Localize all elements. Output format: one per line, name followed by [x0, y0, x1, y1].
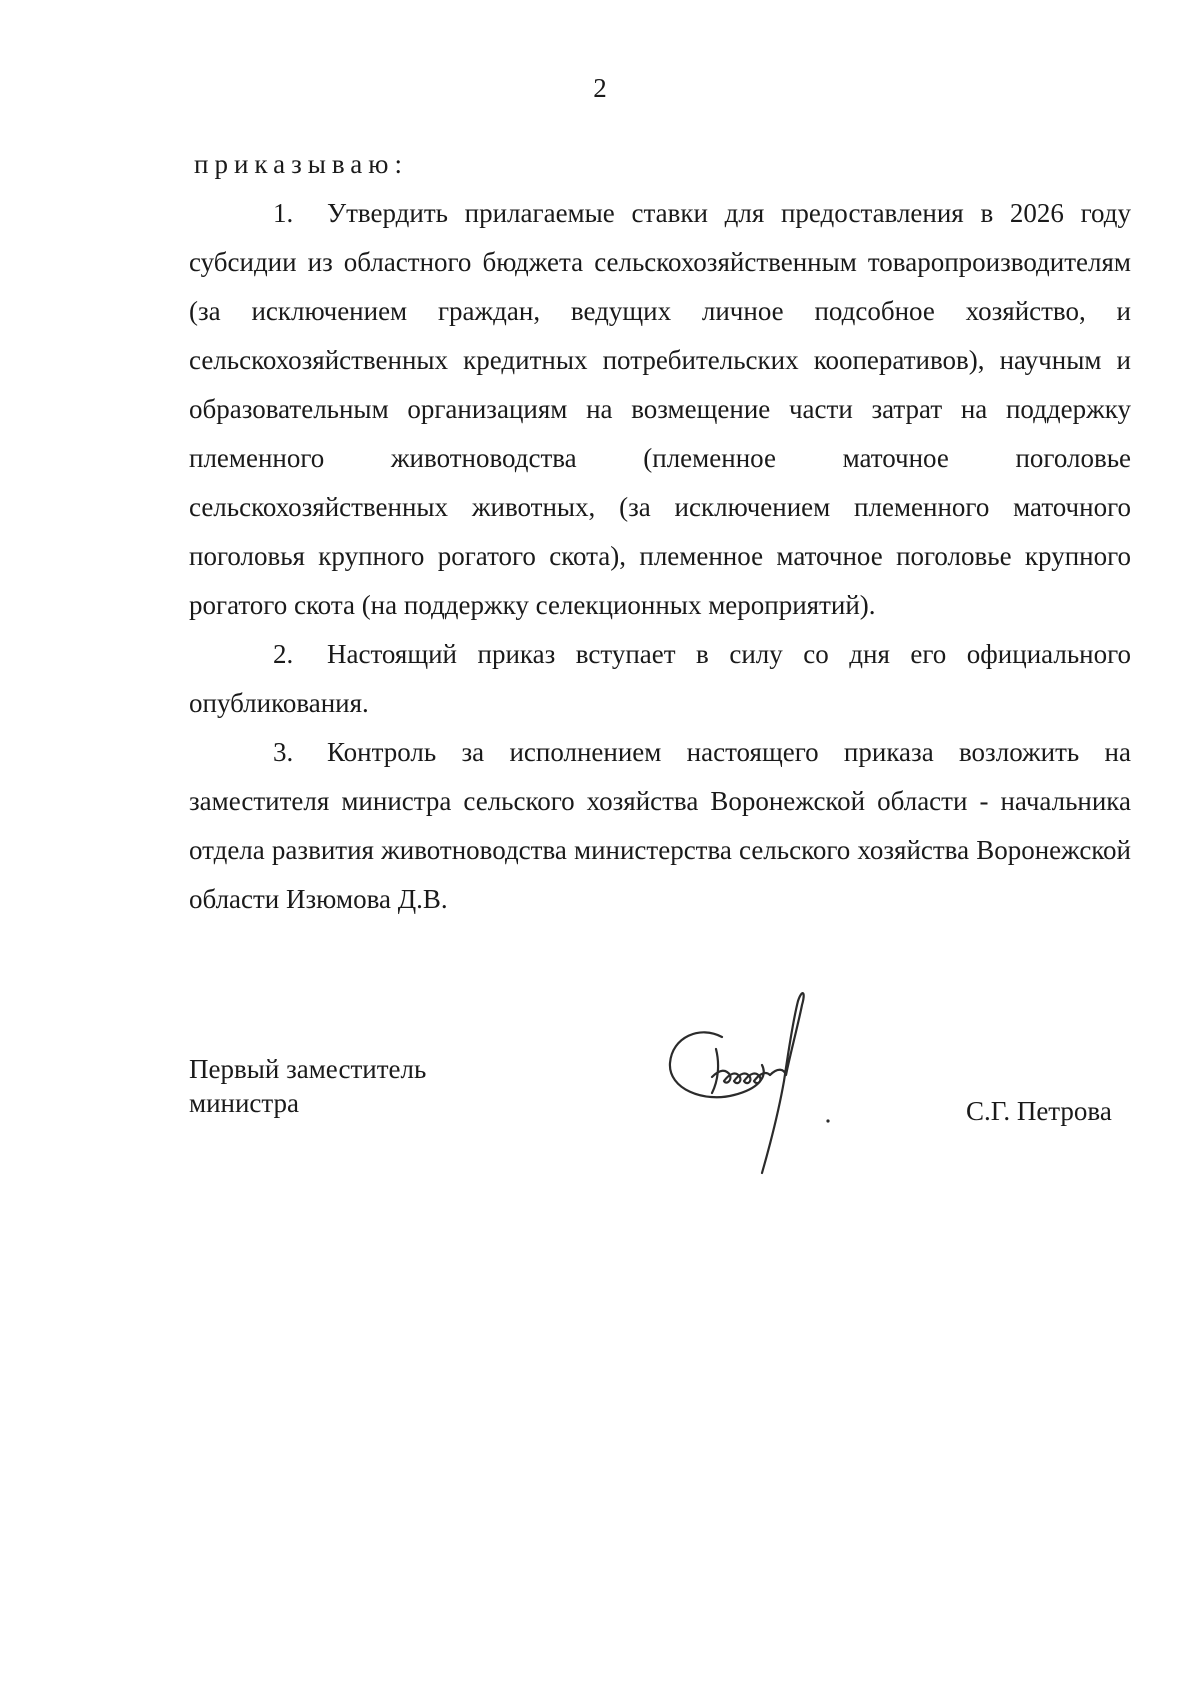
order-item-1: [189, 189, 1131, 630]
item-number: 2.: [273, 639, 294, 669]
signer-position: [189, 1052, 426, 1120]
order-item-2: [189, 630, 1131, 728]
signer-position-line-2: министра: [189, 1088, 300, 1118]
signer-position-line-1: Первый заместитель: [189, 1054, 427, 1084]
signer-name: С.Г. Петрова: [966, 1096, 1112, 1126]
handwritten-signature: [660, 985, 880, 1180]
item-text: Контроль за исполнением настоящего приказа возложить на заместителя министра сельского хозяйства Воронежской области - начальника отдела развития животноводства министерства сельского хозяйства Воронежской области Изюмова Д.В.: [189, 737, 1131, 914]
signature-stroke-tail: [762, 993, 804, 1173]
signature-dot: [826, 1119, 829, 1122]
signature-stroke-letters: [712, 1049, 770, 1093]
signature-stroke-loop: [670, 1032, 764, 1097]
order-item-3: [189, 728, 1131, 924]
page-number: 2: [593, 73, 607, 103]
item-text: Утвердить прилагаемые ставки для предоставления в 2026 году субсидии из областного бюджета сельскохозяйственным товаропроизводителям (за исключением граждан, ведущих личное подсобное хозяйство, и сельскохозяйственных кредитных потребительских кооперативов), научным и образовательным организациям на возмещение части затрат на поддержку племенного животноводства (племенное маточное поголовье сельскохозяйственных животных, (за исключением племенного маточного поголовья крупного рогатого скота), племенное маточное поголовье крупного рогатого скота (на поддержку селекционных мероприятий).: [189, 198, 1131, 620]
item-number: 1.: [273, 198, 294, 228]
order-intro: приказываю:: [194, 149, 408, 179]
item-text: Настоящий приказ вступает в силу со дня его официального опубликования.: [189, 639, 1131, 718]
order-body: [189, 140, 1131, 924]
item-number: 3.: [273, 737, 294, 767]
